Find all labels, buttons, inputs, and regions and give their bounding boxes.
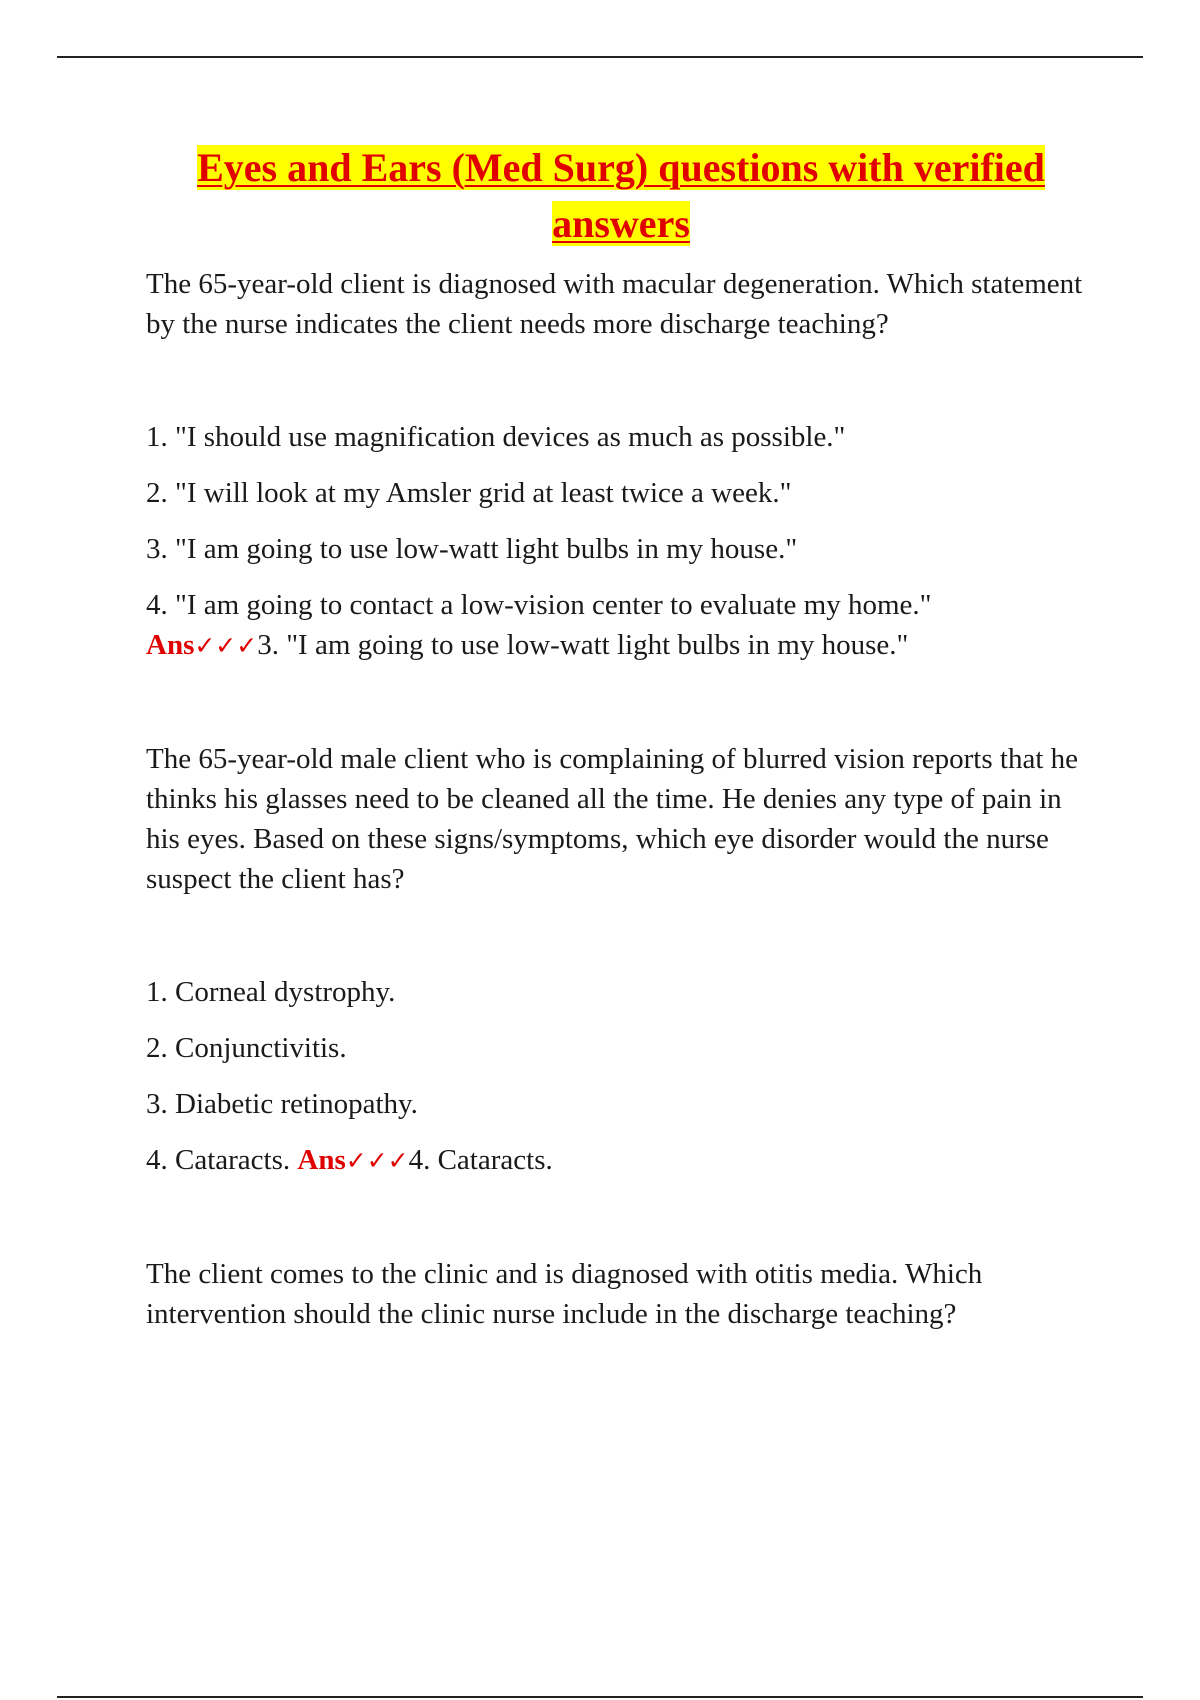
document-title — [146, 140, 1096, 252]
footer-rule — [57, 1696, 1143, 1698]
document-body — [146, 140, 1096, 1334]
document-title-text: Eyes and Ears (Med Surg) questions with verified answers — [197, 145, 1045, 246]
question-2-answer-label: Ans — [297, 1144, 346, 1176]
question-2-text: The 65-year-old male client who is complaining of blurred vision reports that he thinks his glasses need to be cleaned all the time. He denies any type of pain in his eyes. Based on these signs/symptoms, which eye disorder would the nurse suspect the client has? — [146, 743, 1078, 895]
question-2-answer: 4. Cataracts. — [408, 1144, 553, 1176]
question-1-answer-label: Ans — [146, 629, 195, 661]
question-1-option-2: 2. "I will look at my Amsler grid at least twice a week." — [146, 477, 792, 509]
question-1-option-1: 1. "I should use magnification devices as much as possible." — [146, 421, 846, 453]
question-1-answer: 3. "I am going to use low-watt light bulbs in my house." — [257, 629, 909, 661]
question-2-option-1: 1. Corneal dystrophy. — [146, 976, 396, 1008]
question-2-option-4 — [146, 1140, 1096, 1181]
question-2-option-3: 3. Diabetic retinopathy. — [146, 1088, 418, 1120]
check-marks-icon: ✓✓✓ — [194, 631, 258, 660]
question-1-options — [146, 417, 1096, 666]
question-2-option-2: 2. Conjunctivitis. — [146, 1032, 347, 1064]
check-marks-icon: ✓✓✓ — [345, 1146, 409, 1175]
question-2-options — [146, 972, 1096, 1181]
question-1-option-3: 3. "I am going to use low-watt light bulbs in my house." — [146, 533, 798, 565]
question-3-text: The client comes to the clinic and is diagnosed with otitis media. Which intervention should the clinic nurse include in the discharge teaching? — [146, 1258, 983, 1330]
question-1-option-4-text: 4. "I am going to contact a low-vision center to evaluate my home." — [146, 589, 932, 621]
question-2-option-4-text: 4. Cataracts. — [146, 1144, 291, 1176]
question-1-text: The 65-year-old client is diagnosed with macular degeneration. Which statement by the nurse indicates the client needs more discharge teaching? — [146, 268, 1083, 340]
question-1-option-4 — [146, 585, 1096, 666]
header-rule — [57, 56, 1143, 58]
